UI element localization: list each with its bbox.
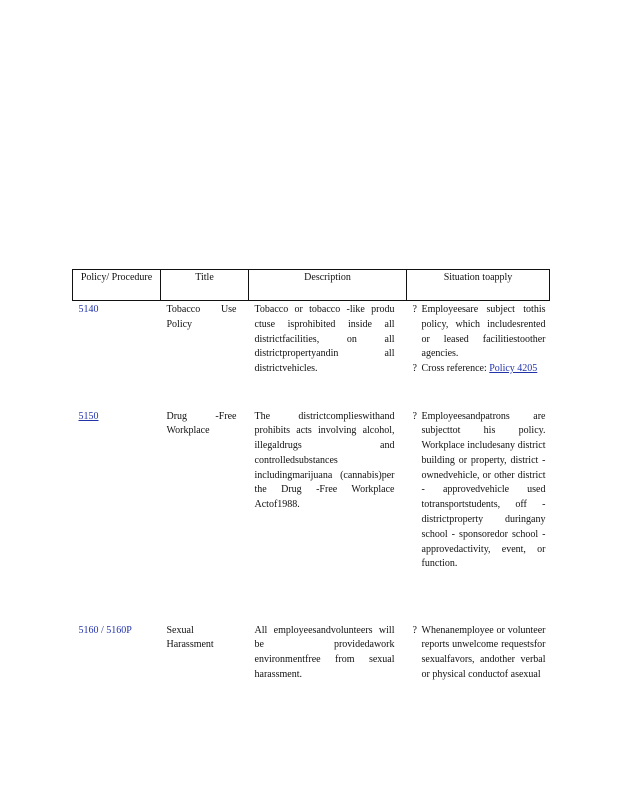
policy-title: Sexual Harassment [166, 624, 214, 651]
bullet-marker: ? [412, 624, 417, 636]
situation-text: Whenanemployee or volunteer reports unwelcome requestsfor sexualfavors, andother verbal or physical conductof asexual [421, 624, 546, 680]
policy-link-5140[interactable]: 5140 [78, 304, 99, 315]
policy-situation [407, 409, 550, 623]
situation-text: Employeesandpatrons are subjecttot his policy. Workplace includesany district building or property, district -ownedvehicle, or other district - approvedvehicle used totransportstudents, off -districtproperty duringany school - sponsoredor school - approvedactivity, event, or function. [421, 410, 546, 570]
policy-description: The districtcomplieswithand prohibits acts involving alcohol, illegaldrugs and controlledsubstances includingmarijuana (cannabis)per the Drug -Free Workplace Actof1988. [254, 410, 395, 511]
header-situation: Situation toapply [407, 270, 550, 301]
policy-description: Tobacco or tobacco -like produ ctuse isprohibited inside all districtfacilities, on all districtpropertyandin all districtvehicles. [254, 304, 395, 375]
table-row [73, 301, 550, 409]
policy-table [72, 269, 550, 683]
header-description: Description [249, 270, 407, 301]
policy-title: Drug -Free Workplace [166, 410, 237, 437]
cross-reference-label: Cross reference: [421, 363, 490, 375]
header-title: Title [161, 270, 249, 301]
list-item [413, 362, 546, 377]
bullet-marker: ? [412, 363, 417, 375]
bullet-marker: ? [412, 410, 417, 422]
cross-reference-link[interactable]: Policy 4205 [489, 363, 538, 375]
table-row [73, 409, 550, 623]
situation-text: Employeesare subject tothis policy, which includesrented or leased facilitiestoother agencies. [421, 304, 546, 360]
policy-situation [407, 623, 550, 683]
policy-description: All employeesandvolunteers will be providedawork environmentfree from sexual harassment. [254, 624, 395, 680]
list-item [413, 410, 546, 573]
policy-situation [407, 301, 550, 409]
policy-link-5160[interactable]: 5160 / 5160P [78, 624, 132, 636]
list-item [413, 303, 546, 362]
table-row [73, 623, 550, 683]
bullet-marker: ? [412, 304, 417, 315]
list-item [413, 624, 546, 683]
policy-title: Tobacco Use Policy [166, 304, 237, 330]
policy-link-5150[interactable]: 5150 [78, 410, 99, 422]
header-policy: Policy/ Procedure [73, 270, 161, 301]
table-header-row [73, 270, 550, 301]
